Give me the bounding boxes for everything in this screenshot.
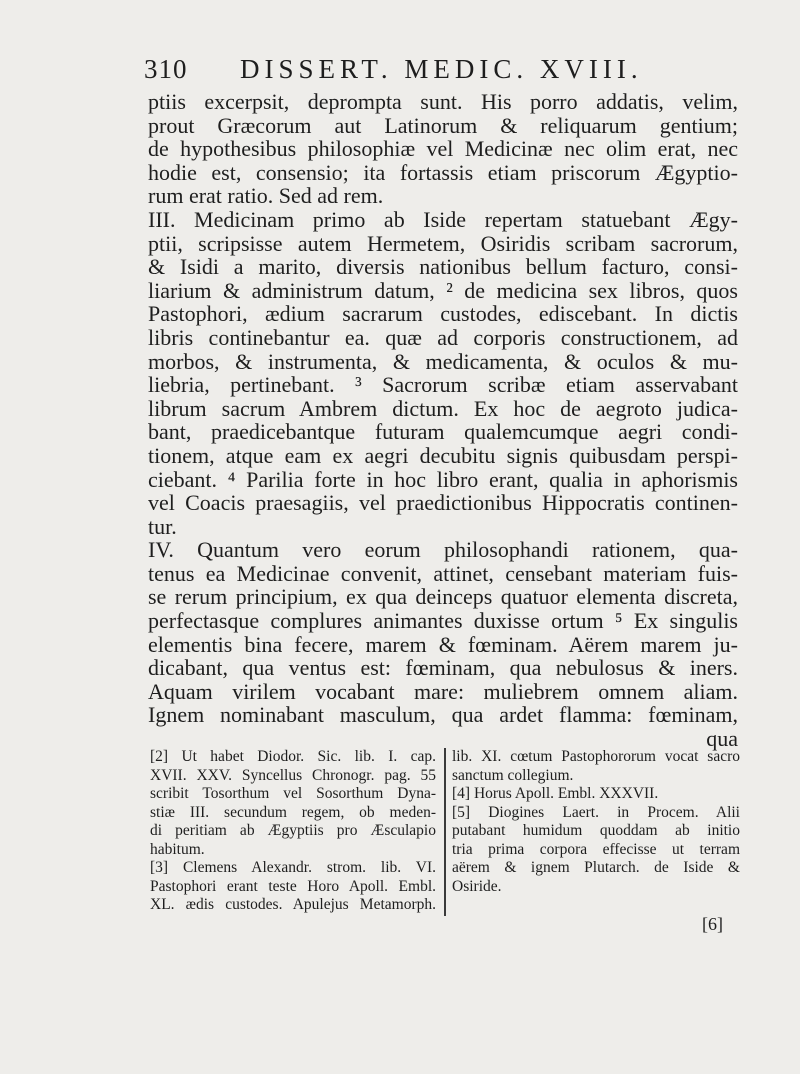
text-line: IV. Quantum vero eorum philosophandi rationem, qua- bbox=[148, 537, 738, 563]
text-line: se rerum principium, ex qua deinceps quatuor elementa discreta, bbox=[148, 584, 738, 610]
footnotes-left-column bbox=[150, 748, 436, 915]
signature-mark: [6] bbox=[702, 914, 723, 934]
footnote-line: Osiride. bbox=[452, 877, 502, 895]
text-line: Aquam virilem vocabant mare: muliebrem omnem aliam. bbox=[148, 678, 738, 704]
text-line: perfectasque complures animantes duxisse ortum ⁵ Ex singulis bbox=[148, 608, 738, 634]
text-line: ptiis excerpsit, deprompta sunt. His porro addatis, velim, bbox=[148, 89, 738, 114]
text-line: ptii, scripsisse autem Hermetem, Osiridis scribam sacrorum, bbox=[148, 230, 738, 256]
text-line: tur. bbox=[148, 513, 177, 539]
text-line: de hypothesibus philosophiæ vel Medicinæ nec olim erat, nec bbox=[148, 136, 738, 162]
text-line: prout Græcorum aut Latinorum & reliquarum gentium; bbox=[148, 112, 738, 138]
footnote-line: habitum. bbox=[150, 840, 205, 858]
text-line: rum erat ratio. Sed ad rem. bbox=[148, 183, 384, 209]
main-text bbox=[148, 90, 738, 751]
footnote-line: Pastophori erant teste Horo Apoll. Embl. bbox=[150, 877, 436, 895]
text-line: dicabant, qua ventus est: fœminam, qua nebulosus & iners. bbox=[148, 655, 738, 681]
footnote-line: [4] Horus Apoll. Embl. XXXVII. bbox=[452, 785, 659, 802]
footnote-line: XVII. XXV. Syncellus Chronogr. pag. 55 bbox=[150, 766, 436, 784]
footnotes-right-column bbox=[452, 748, 740, 896]
text-line: elementis bina fecere, marem & fœminam. Aërem marem ju- bbox=[148, 631, 738, 657]
text-line: hodie est, consensio; ita fortassis etiam priscorum Ægyptio- bbox=[148, 159, 738, 185]
text-line: librum sacrum Ambrem dictum. Ex hoc de aegroto judica- bbox=[148, 395, 738, 421]
text-line: morbos, & instrumenta, & medicamenta, & oculos & mu- bbox=[148, 348, 738, 374]
footnote-line: [5] Diogines Laert. in Procem. Alii bbox=[452, 803, 740, 821]
text-line: bant, praedicebantque futuram qualemcumque aegri condi- bbox=[148, 419, 738, 445]
running-title: DISSERT. MEDIC. XVIII. bbox=[240, 54, 643, 84]
text-line: libris continebantur ea. quæ ad corporis constructionem, ad bbox=[148, 324, 738, 350]
footnote-line: scribit Tosorthum vel Sosorthum Dyna- bbox=[150, 785, 436, 802]
page-number: 310 bbox=[144, 54, 188, 84]
footnote-line: [3] Clemens Alexandr. strom. lib. VI. bbox=[150, 859, 436, 876]
footnote-line: [2] Ut habet Diodor. Sic. lib. I. cap. bbox=[150, 748, 436, 765]
text-line: liarium & administrum datum, ² de medicina sex libros, quos bbox=[148, 277, 738, 303]
text-line: ciebant. ⁴ Parilia forte in hoc libro erant, qualia in aphorismis bbox=[148, 466, 738, 492]
column-divider bbox=[444, 748, 446, 916]
text-line: tionem, atque eam ex aegri decubitu signis quibusdam perspi- bbox=[148, 442, 738, 468]
text-line: liebria, pertinebant. ³ Sacrorum scribæ etiam asservabant bbox=[148, 372, 738, 398]
text-line: & Isidi a marito, diversis nationibus bellum facturo, consi- bbox=[148, 254, 738, 280]
footnote-line: lib. XI. cœtum Pastophororum vocat sacro bbox=[452, 748, 740, 765]
text-line: Pastophori, ædium sacrarum custodes, ediscebant. In dictis bbox=[148, 301, 738, 327]
catchword: qua bbox=[706, 726, 738, 752]
text-line: tenus ea Medicinae convenit, attinet, censebant materiam fuis- bbox=[148, 560, 738, 586]
footnote-line: tria prima corpora effecisse ut terram bbox=[452, 840, 740, 858]
text-line: III. Medicinam primo ab Iside repertam statuebant Ægy- bbox=[148, 206, 738, 232]
footnote-line: putabant humidum quoddam ab initio bbox=[452, 822, 740, 839]
running-header bbox=[144, 54, 664, 88]
footnote-line: di peritiam ab Ægyptiis pro Æsculapio bbox=[150, 822, 436, 839]
text-line: vel Coacis praesagiis, vel praedictionibus Hippocratis continen- bbox=[148, 490, 738, 516]
footnote-line: stiæ III. secundum regem, ob meden- bbox=[150, 803, 436, 821]
footnote-line: sanctum collegium. bbox=[452, 766, 574, 784]
text-line: Ignem nominabant masculum, qua ardet flamma: fœminam, bbox=[148, 702, 738, 728]
footnote-line: aërem & ignem Plutarch. de Iside & bbox=[452, 859, 740, 876]
footnote-line: XL. ædis custodes. Apulejus Metamorph. bbox=[150, 896, 436, 913]
